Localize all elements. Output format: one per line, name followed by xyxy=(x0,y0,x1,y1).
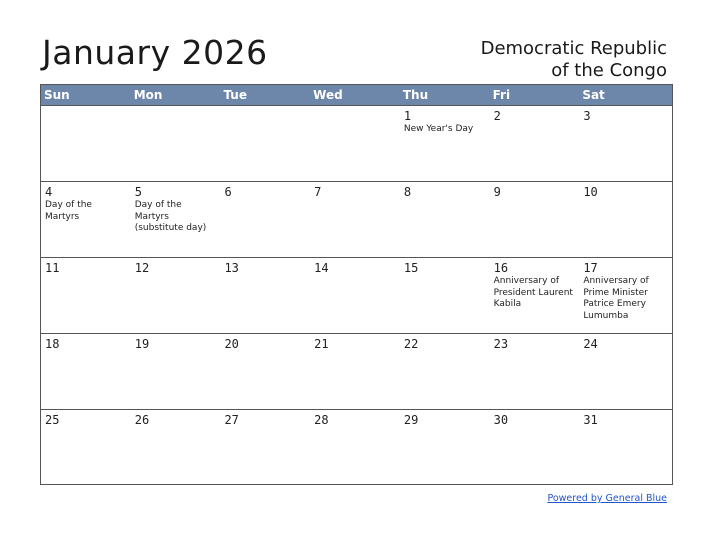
day-cell[interactable] xyxy=(131,106,221,181)
day-number: 7 xyxy=(314,185,322,199)
day-number: 21 xyxy=(314,337,329,351)
day-number: 11 xyxy=(45,261,60,275)
week-row xyxy=(41,182,672,258)
day-cell[interactable] xyxy=(400,182,490,257)
day-cell[interactable] xyxy=(220,334,310,409)
day-number: 18 xyxy=(45,337,60,351)
weekday-tue: Tue xyxy=(223,88,247,102)
week-row xyxy=(41,106,672,182)
day-cell[interactable] xyxy=(131,334,221,409)
day-number: 28 xyxy=(314,413,329,427)
day-number: 17 xyxy=(583,261,598,275)
day-cell[interactable] xyxy=(579,410,672,486)
day-number: 26 xyxy=(134,413,150,427)
day-cell[interactable] xyxy=(41,410,131,486)
day-cell[interactable] xyxy=(400,410,490,486)
weekday-fri: Fri xyxy=(492,88,511,102)
weeks-container xyxy=(41,106,672,486)
holiday-label: Anniversary of Prime Minister Patrice Emery Lumumba xyxy=(583,276,649,321)
day-number: 20 xyxy=(224,337,239,351)
day-cell[interactable] xyxy=(220,410,310,486)
day-cell[interactable] xyxy=(400,106,490,181)
day-number: 3 xyxy=(583,109,591,123)
day-number: 13 xyxy=(224,261,239,275)
weekday-mon: Mon xyxy=(133,88,163,102)
weekday-sat: Sat xyxy=(582,88,605,102)
weekday-header xyxy=(41,85,672,106)
day-number: 12 xyxy=(134,261,150,275)
holiday-label: New Year's Day xyxy=(403,124,474,134)
day-number: 27 xyxy=(224,413,239,427)
day-cell[interactable] xyxy=(579,182,672,257)
day-cell[interactable] xyxy=(41,334,131,409)
day-number: 23 xyxy=(493,337,509,351)
day-cell[interactable] xyxy=(41,106,131,181)
day-cell[interactable] xyxy=(490,182,580,257)
day-cell[interactable] xyxy=(490,258,580,333)
day-cell[interactable] xyxy=(131,410,221,486)
week-row xyxy=(41,410,672,486)
day-cell[interactable] xyxy=(490,106,580,181)
day-cell[interactable] xyxy=(579,106,672,181)
day-cell[interactable] xyxy=(41,258,131,333)
day-number: 25 xyxy=(45,413,60,427)
weekday-wed: Wed xyxy=(313,88,343,102)
day-number: 8 xyxy=(403,185,412,199)
powered-by-link[interactable]: Powered by General Blue xyxy=(547,493,667,504)
day-number: 30 xyxy=(493,413,509,427)
day-number: 6 xyxy=(224,185,232,199)
day-cell[interactable] xyxy=(490,410,580,486)
day-cell[interactable] xyxy=(310,258,400,333)
day-number: 24 xyxy=(583,337,598,351)
holiday-label: Anniversary of President Laurent Kabila xyxy=(493,276,573,309)
day-cell[interactable] xyxy=(220,258,310,333)
holiday-label: Day of the Martyrs xyxy=(45,200,92,222)
day-cell[interactable] xyxy=(310,410,400,486)
day-number: 4 xyxy=(45,185,53,199)
holiday-label: Day of the Martyrs (substitute day) xyxy=(134,200,207,233)
day-cell[interactable] xyxy=(131,258,221,333)
day-number: 5 xyxy=(134,185,142,199)
day-cell[interactable] xyxy=(490,334,580,409)
country-line-1: Democratic Republic xyxy=(480,38,667,59)
day-cell[interactable] xyxy=(220,106,310,181)
day-number: 15 xyxy=(403,261,419,275)
week-row xyxy=(41,334,672,410)
calendar-grid xyxy=(40,84,673,485)
day-number: 2 xyxy=(493,109,501,123)
day-number: 16 xyxy=(493,261,509,275)
day-cell[interactable] xyxy=(400,258,490,333)
day-cell[interactable] xyxy=(310,334,400,409)
day-cell[interactable] xyxy=(310,182,400,257)
weekday-thu: Thu xyxy=(402,88,429,102)
day-number: 14 xyxy=(314,261,329,275)
day-number: 9 xyxy=(493,185,501,199)
day-cell[interactable] xyxy=(579,258,672,333)
day-number: 1 xyxy=(403,109,412,123)
week-row xyxy=(41,258,672,334)
day-number: 10 xyxy=(583,185,598,199)
day-cell[interactable] xyxy=(400,334,490,409)
day-cell[interactable] xyxy=(131,182,221,257)
weekday-sun: Sun xyxy=(44,88,70,102)
day-cell[interactable] xyxy=(220,182,310,257)
day-cell[interactable] xyxy=(310,106,400,181)
day-number: 19 xyxy=(134,337,150,351)
day-cell[interactable] xyxy=(579,334,672,409)
country-line-2: of the Congo xyxy=(551,60,667,81)
day-number: 22 xyxy=(403,337,419,351)
day-cell[interactable] xyxy=(41,182,131,257)
day-number: 29 xyxy=(403,413,419,427)
country-name xyxy=(481,38,667,82)
day-number: 31 xyxy=(583,413,598,427)
page-title: January 2026 xyxy=(42,33,268,72)
